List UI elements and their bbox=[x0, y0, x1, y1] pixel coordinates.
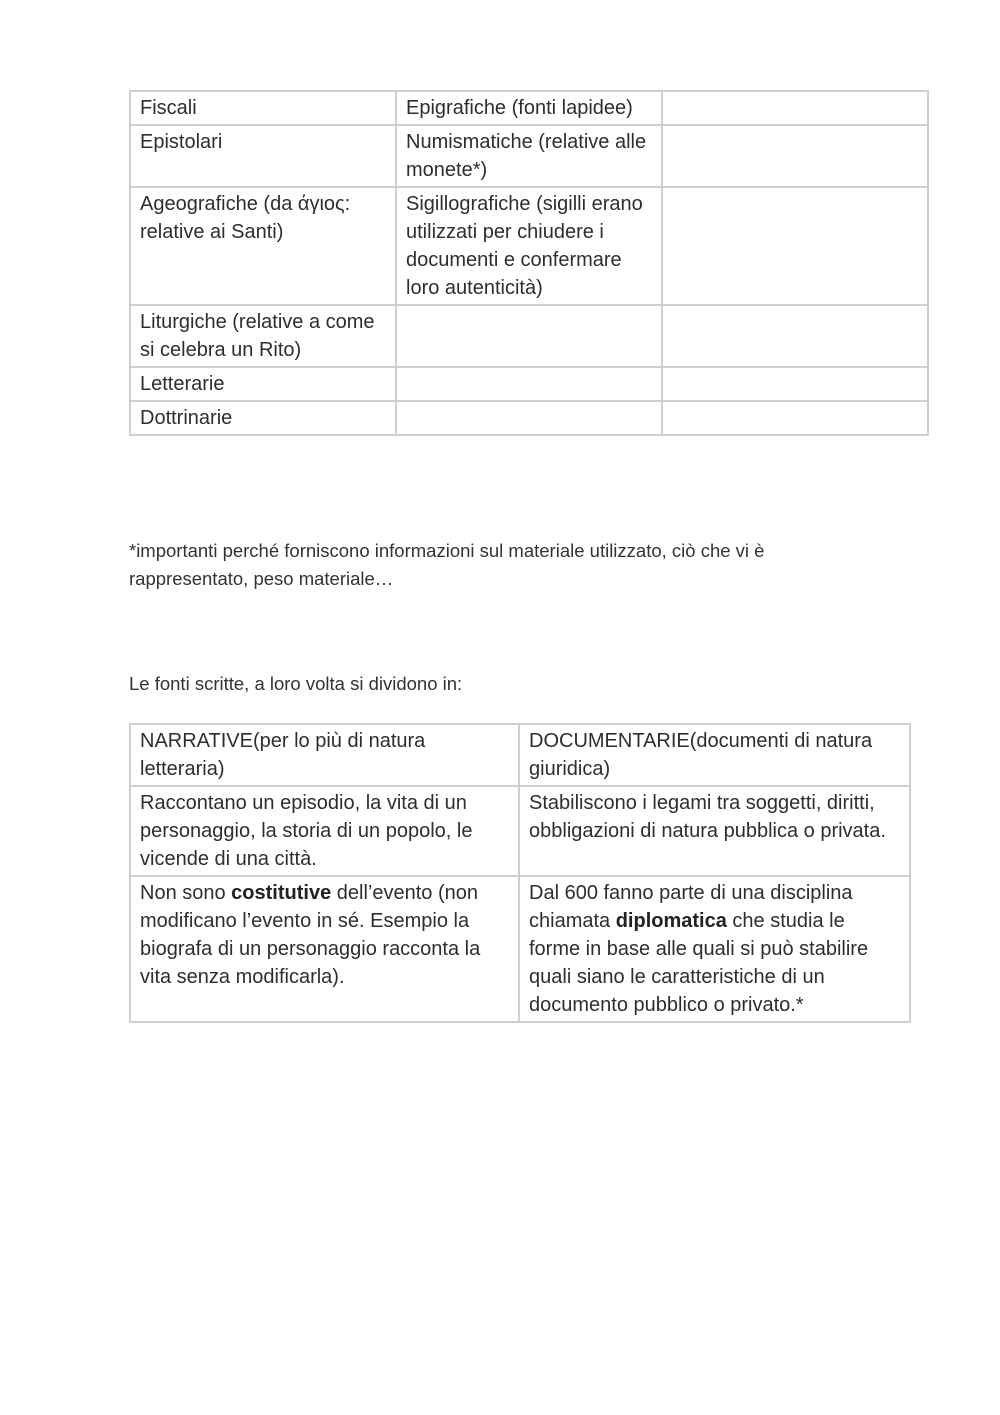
table-row bbox=[130, 876, 910, 1022]
table-row bbox=[130, 125, 928, 187]
table-cell: Letterarie bbox=[130, 367, 396, 401]
table-cell: Fiscali bbox=[130, 91, 396, 125]
header-narrative: NARRATIVE(per lo più di natura letteraria) bbox=[130, 724, 519, 786]
table-cell bbox=[662, 91, 928, 125]
bold-term: diplomatica bbox=[615, 910, 727, 932]
cell-text: che studia le forme in base alle quali si può stabilire quali siano le caratteristiche di un documento pubblico o privato.* bbox=[529, 910, 869, 1016]
table-cell bbox=[662, 125, 928, 187]
table-row bbox=[130, 91, 928, 125]
intro-text: Le fonti scritte, a loro volta si dividono in: bbox=[129, 673, 463, 694]
written-sources-table bbox=[129, 723, 911, 1023]
table-row bbox=[130, 305, 928, 367]
table-cell bbox=[519, 876, 910, 1022]
table-row bbox=[130, 401, 928, 435]
table-cell: Stabiliscono i legami tra soggetti, diritti, obbligazioni di natura pubblica o privata. bbox=[519, 786, 910, 876]
table-cell bbox=[396, 401, 662, 435]
table-cell bbox=[662, 401, 928, 435]
table-cell: Numismatiche (relative alle monete*) bbox=[396, 125, 662, 187]
footnote: *importanti perché forniscono informazioni sul materiale utilizzato, ciò che vi è rappresentato, peso materiale… bbox=[129, 540, 765, 589]
table-cell: Liturgiche (relative a come si celebra un Rito) bbox=[130, 305, 396, 367]
table-cell bbox=[662, 305, 928, 367]
table-cell: Ageografiche (da άγιος: relative ai Santi) bbox=[130, 187, 396, 305]
table-cell bbox=[662, 187, 928, 305]
table-cell: Epigrafiche (fonti lapidee) bbox=[396, 91, 662, 125]
table-cell bbox=[662, 367, 928, 401]
table-row bbox=[130, 786, 910, 876]
table-cell: Epistolari bbox=[130, 125, 396, 187]
bold-term: costitutive bbox=[231, 882, 332, 904]
table-cell: Dottrinarie bbox=[130, 401, 396, 435]
table-row bbox=[130, 187, 928, 305]
cell-text: dell’evento (non modificano l’evento in sé. Esempio la biografa di un personaggio racconta la vita senza modificarla). bbox=[140, 882, 481, 988]
table-cell bbox=[130, 876, 519, 1022]
sources-table bbox=[129, 90, 929, 436]
table-row bbox=[130, 367, 928, 401]
table-cell bbox=[396, 367, 662, 401]
table-cell: Sigillografiche (sigilli erano utilizzati per chiudere i documenti e confermare loro autenticità) bbox=[396, 187, 662, 305]
header-documentary: DOCUMENTARIE(documenti di natura giuridica) bbox=[519, 724, 910, 786]
table-header-row bbox=[130, 724, 910, 786]
cell-text: Dal 600 fanno parte di una disciplina chiamata bbox=[529, 882, 853, 932]
table-cell: Raccontano un episodio, la vita di un personaggio, la storia di un popolo, le vicende di una città. bbox=[130, 786, 519, 876]
table-cell bbox=[396, 305, 662, 367]
cell-text: Non sono bbox=[140, 882, 232, 904]
